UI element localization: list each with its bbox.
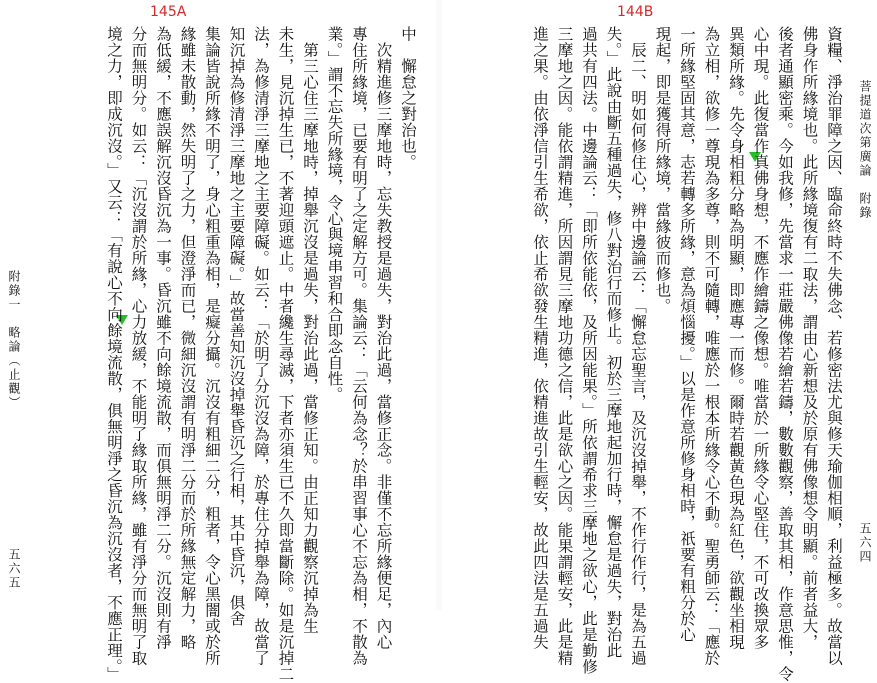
text-column: 一所緣堅固其意，志若轉多所緣，意為煩惱擾。」以是作意所修身相時，祇要有粗分於心	[678, 26, 696, 643]
text-column: 境之力，即成沉沒。」又云：「有說心不向餘境流散，俱無明淨之昏沉為沉沒者，不應正理。」	[105, 26, 123, 683]
right-page	[442, 0, 877, 682]
body-text	[48, 26, 420, 683]
text-column: 未生，見沉掉生已，不著迎頭遮止。中者纔生尋滅，下者亦須生已不久即當斷除。如是沉掉二	[276, 26, 295, 682]
text-column: 進之果。由依淨信引生希欲，依止希欲發生精進，依精進故引生輕安，故此四法是五過失	[531, 26, 549, 650]
text-column: 第三心住三摩地時，掉舉沉沒是過失，對治此過，當修正知。由正知力觀察沉掉為生	[301, 26, 319, 634]
text-column: 異類所緣。先令身相粗分略為明顯，即應專一而修。爾時若觀黃色現為紅色，欲觀坐相現	[727, 26, 745, 650]
text-column: 辰二、明如何修住心，辨中邊論云：「懈怠忘聖言，及沉沒掉舉，不作行作行，是為五過	[629, 26, 647, 666]
text-column: 三摩地之因。能依謂精進，所因謂見三摩地功德之信，此是欲心之因。能果謂輕安，此是精	[555, 26, 574, 666]
text-column: 中 懈怠之對治也。	[399, 26, 417, 170]
text-column: 心中現。此復當作真佛身想，不應作繪鑄之像想。唯當於一所緣令心堅住，不可改換眾多	[751, 26, 770, 650]
text-column: 次精進修三摩地時，忘失教授是過失，對治此過，當修正念。非僅不忘所緣便足，內心	[374, 26, 393, 650]
text-column: 業。」謂不忘失所緣境，令心與境串習和合即念自性。	[325, 26, 344, 403]
page-label: 145A	[150, 4, 187, 20]
text-column: 為低緩，不應誤解沉沒昏沉為一事。昏沉雖不向餘境流散，而俱無明淨二分。沉沒則有淨	[154, 26, 172, 650]
text-column: 現起，即是獲得所緣境，當緣彼而修也。	[653, 26, 672, 314]
text-column: 失。」此說由斷五種過失，修八對治行而修止。初於三摩地起加行時，懈怠是過失，對治此	[604, 26, 623, 659]
text-column: 為立相，欲修一尊現為多尊，則不可隨轉，唯應於一根本所緣令心不動。聖勇師云：「應於	[702, 26, 721, 666]
text-column: 佛身作所緣境也。此所緣境復有二取法，謂由心新想及於原有佛像想令明顯。前者益大，	[800, 26, 819, 650]
text-column: 資糧、淨治罪障之因、臨命終時不失佛念、若修密法尤與修天瑜伽相順，利益極多。故當以	[825, 26, 843, 666]
text-column: 集論皆說所緣不明了，身心粗重為相，是癡分攝。沉沒有粗細二分，粗者，令心黑闇或於所	[203, 26, 221, 666]
page-number: 五六五	[7, 548, 21, 590]
text-column: 法，為修清淨三摩地之主要障礙。如云：「於明了分沉沒為障，於專住分掉舉為障，故當了	[252, 26, 270, 666]
page-label: 144B	[617, 4, 654, 20]
left-page	[0, 0, 436, 683]
text-column: 緣雖未散動，然失明了之力，但澄淨而已，微細沉沒謂有明淨二分而於所緣無定解力，略	[178, 26, 197, 650]
text-column: 分而無明分。如云：「沉沒謂於所緣，心力放緩，不能明了緣取所緣，雖有淨分而無明了取	[129, 26, 148, 666]
running-header: 菩提道次第廣論 附錄	[858, 80, 872, 220]
text-column: 知沉掉為修清淨三摩地之主要障礙。」故當善知沉沒掉舉昏沉之行相，其中昏沉，俱舍	[227, 26, 246, 627]
page-number: 五六四	[858, 522, 872, 564]
running-header: 附錄一 略論（止觀）	[7, 270, 21, 410]
body-text	[474, 26, 846, 682]
text-column: 後者通顯密乘。今如我修，先當求一莊嚴佛像若繪若鑄，數數觀察，善取其相，作意思惟，令	[776, 26, 794, 682]
text-column: 過共有四法。中邊論云：「即所依能依，及所因能果。」所依謂希求三摩地之欲心，此是勤修	[580, 26, 598, 675]
text-column: 專住所緣境，已要有明了之定解方可。集論云：「云何為念？於串習事心不忘為相，不散為	[350, 26, 368, 666]
